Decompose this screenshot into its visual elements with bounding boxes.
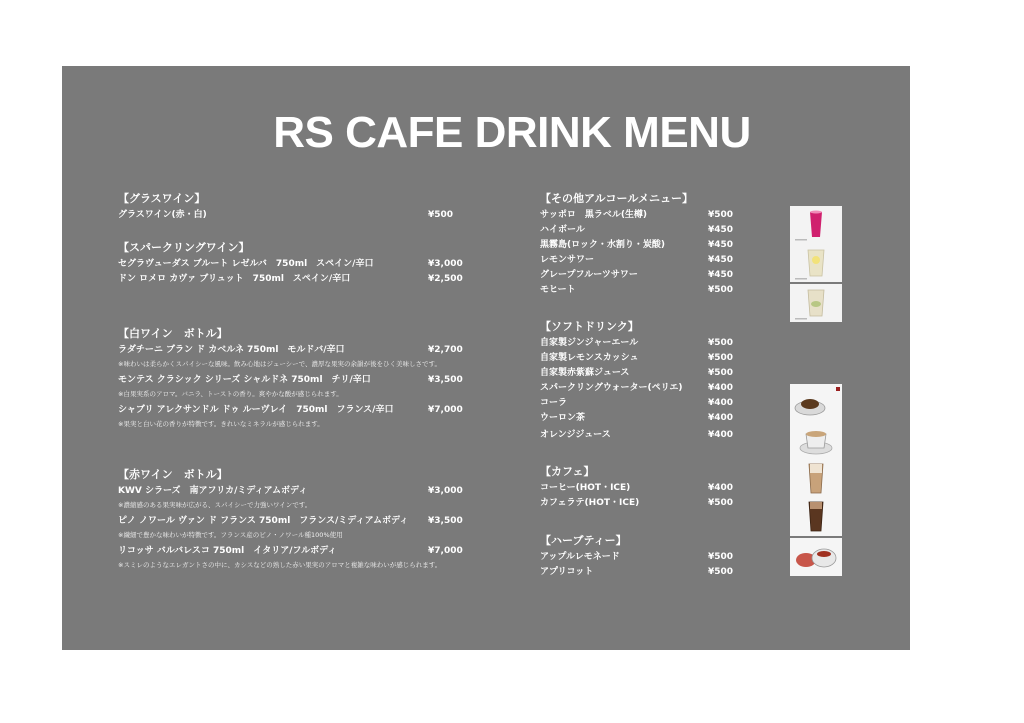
item-price: ¥3,000 [428, 486, 463, 496]
item-name: レモンサワー [540, 255, 595, 265]
item-name: 自家製ジンジャーエール [540, 338, 639, 348]
menu-item [540, 208, 780, 223]
item-price: ¥3,000 [428, 259, 463, 269]
item-note: ※味わいは柔らかくスパイシーな風味。飲み心地はジューシーで、濃厚な果実の余韻が後をひく美味しさです。 [118, 360, 442, 368]
item-price: ¥7,000 [428, 546, 463, 556]
menu-item [118, 272, 478, 287]
menu-title: RS CAFE DRINK MENU [273, 108, 751, 157]
item-price: ¥450 [708, 255, 734, 265]
section-header-red-bottle: 【赤ワイン ボトル】 [118, 468, 228, 481]
item-name: 自家製赤紫蘇ジュース [540, 368, 630, 378]
section-header-herb-tea: 【ハーブティー】 [540, 534, 627, 547]
coffee-cup-photo-icon [790, 384, 842, 422]
item-price: ¥400 [708, 483, 734, 493]
item-price: ¥7,000 [428, 405, 463, 415]
menu-item [540, 396, 780, 411]
section-header-other-alcohol: 【その他アルコールメニュー】 [540, 192, 694, 205]
lemon-sour-photo-icon [790, 244, 842, 282]
menu-item [540, 283, 780, 298]
item-name: ハイボール [540, 225, 585, 235]
item-name: 黒霧島(ロック・水割り・炭酸) [540, 240, 666, 250]
item-price: ¥500 [708, 338, 734, 348]
item-name: コーヒー(HOT・ICE) [540, 483, 631, 493]
menu-item [540, 238, 780, 253]
menu-item [118, 373, 478, 388]
item-name: スパークリングウォーター(ペリエ) [540, 383, 683, 393]
item-name: シャブリ アレクサンドル ドゥ ルーヴレイ 750ml フランス/辛口 [118, 405, 394, 415]
item-name: モヒート [540, 285, 576, 295]
section-header-soft-drink: 【ソフトドリンク】 [540, 320, 639, 333]
item-name: リコッサ バルバレスコ 750ml イタリア/フルボディ [118, 546, 337, 556]
menu-item [540, 481, 780, 496]
item-name: セグラヴューダス ブルート レゼルバ 750ml スペイン/辛口 [118, 259, 374, 269]
item-note: ※スミレのようなエレガントさの中に、カシスなどの熟した赤い果実のアロマと複雑な味わいが感じられます。 [118, 561, 442, 569]
item-price: ¥500 [708, 368, 734, 378]
item-note: ※果実と白い花の香りが特徴です。きれいなミネラルが感じられます。 [118, 420, 324, 428]
item-name: 自家製レモンスカッシュ [540, 353, 639, 363]
item-note: ※白果実系のアロマ。バニラ、トーストの香り。爽やかな酸が感じられます。 [118, 390, 343, 398]
menu-item [540, 550, 780, 565]
red-drink-photo-icon [790, 206, 842, 244]
iced-latte-photo-icon [790, 460, 842, 498]
item-name: KWV シラーズ 南アフリカ/ミディアムボディ [118, 486, 308, 496]
menu-item [540, 366, 780, 381]
item-name: ドン ロメロ カヴァ ブリュット 750ml スペイン/辛口 [118, 274, 351, 284]
item-price: ¥450 [708, 225, 734, 235]
section-header-glass-wine: 【グラスワイン】 [118, 192, 206, 205]
menu-item [118, 403, 478, 418]
item-name: ウーロン茶 [540, 413, 586, 423]
item-price: ¥400 [708, 430, 734, 440]
menu-item [540, 336, 780, 351]
item-name: オレンジジュース [540, 430, 611, 440]
item-name: カフェラテ(HOT・ICE) [540, 498, 640, 508]
item-price: ¥500 [708, 285, 734, 295]
section-header-white-bottle: 【白ワイン ボトル】 [118, 327, 228, 340]
item-price: ¥500 [428, 210, 454, 220]
drinks-column [540, 190, 780, 580]
menu-item [118, 343, 478, 358]
item-name: モンテス クラシック シリーズ シャルドネ 750ml チリ/辛口 [118, 375, 371, 385]
menu-item [540, 268, 780, 283]
menu-item [540, 351, 780, 366]
item-note: ※濃縮感のある果実味が広がる、スパイシーで力強いワインです。 [118, 501, 312, 509]
menu-item [540, 381, 780, 396]
menu-item [118, 484, 478, 499]
item-price: ¥3,500 [428, 375, 463, 385]
item-price: ¥400 [708, 383, 734, 393]
menu-item [540, 496, 780, 511]
menu-item [118, 514, 478, 529]
item-price: ¥400 [708, 398, 734, 408]
item-price: ¥3,500 [428, 516, 463, 526]
item-price: ¥2,700 [428, 345, 463, 355]
item-note: ※繊細で豊かな味わいが特徴です。フランス産のピノ・ノワール種100%使用 [118, 531, 343, 539]
menu-item [540, 565, 780, 580]
item-name: グラスワイン(赤・白) [118, 210, 207, 220]
menu-item [118, 208, 478, 223]
menu-item [540, 253, 780, 268]
item-name: ピノ ノワール ヴァン ド フランス 750ml フランス/ミディアムボディ [118, 516, 409, 526]
menu-item [540, 428, 780, 443]
item-price: ¥500 [708, 552, 734, 562]
item-name: グレープフルーツサワー [540, 270, 638, 280]
menu-item [540, 223, 780, 238]
herb-tea-photo-icon [790, 538, 842, 576]
item-name: ラダチーニ ブラン ド カベルネ 750ml モルドバ/辛口 [118, 345, 345, 355]
item-price: ¥500 [708, 210, 734, 220]
item-price: ¥400 [708, 413, 734, 423]
mojito-photo-icon [790, 284, 842, 322]
item-name: アプリコット [540, 567, 594, 577]
item-price: ¥2,500 [428, 274, 463, 284]
wine-column [118, 190, 478, 574]
item-name: アップルレモネード [540, 552, 620, 562]
section-header-sparkling: 【スパークリングワイン】 [118, 241, 250, 254]
item-name: サッポロ 黒ラベル(生樽) [540, 210, 648, 220]
menu-item [118, 544, 478, 559]
iced-coffee-photo-icon [790, 498, 842, 536]
menu-item [540, 411, 780, 426]
item-price: ¥500 [708, 353, 734, 363]
menu-item [118, 257, 478, 272]
item-price: ¥500 [708, 567, 734, 577]
latte-cup-photo-icon [790, 422, 842, 460]
section-header-cafe: 【カフェ】 [540, 465, 595, 478]
item-price: ¥450 [708, 270, 734, 280]
item-name: コーラ [540, 398, 568, 408]
item-price: ¥450 [708, 240, 734, 250]
item-price: ¥500 [708, 498, 734, 508]
